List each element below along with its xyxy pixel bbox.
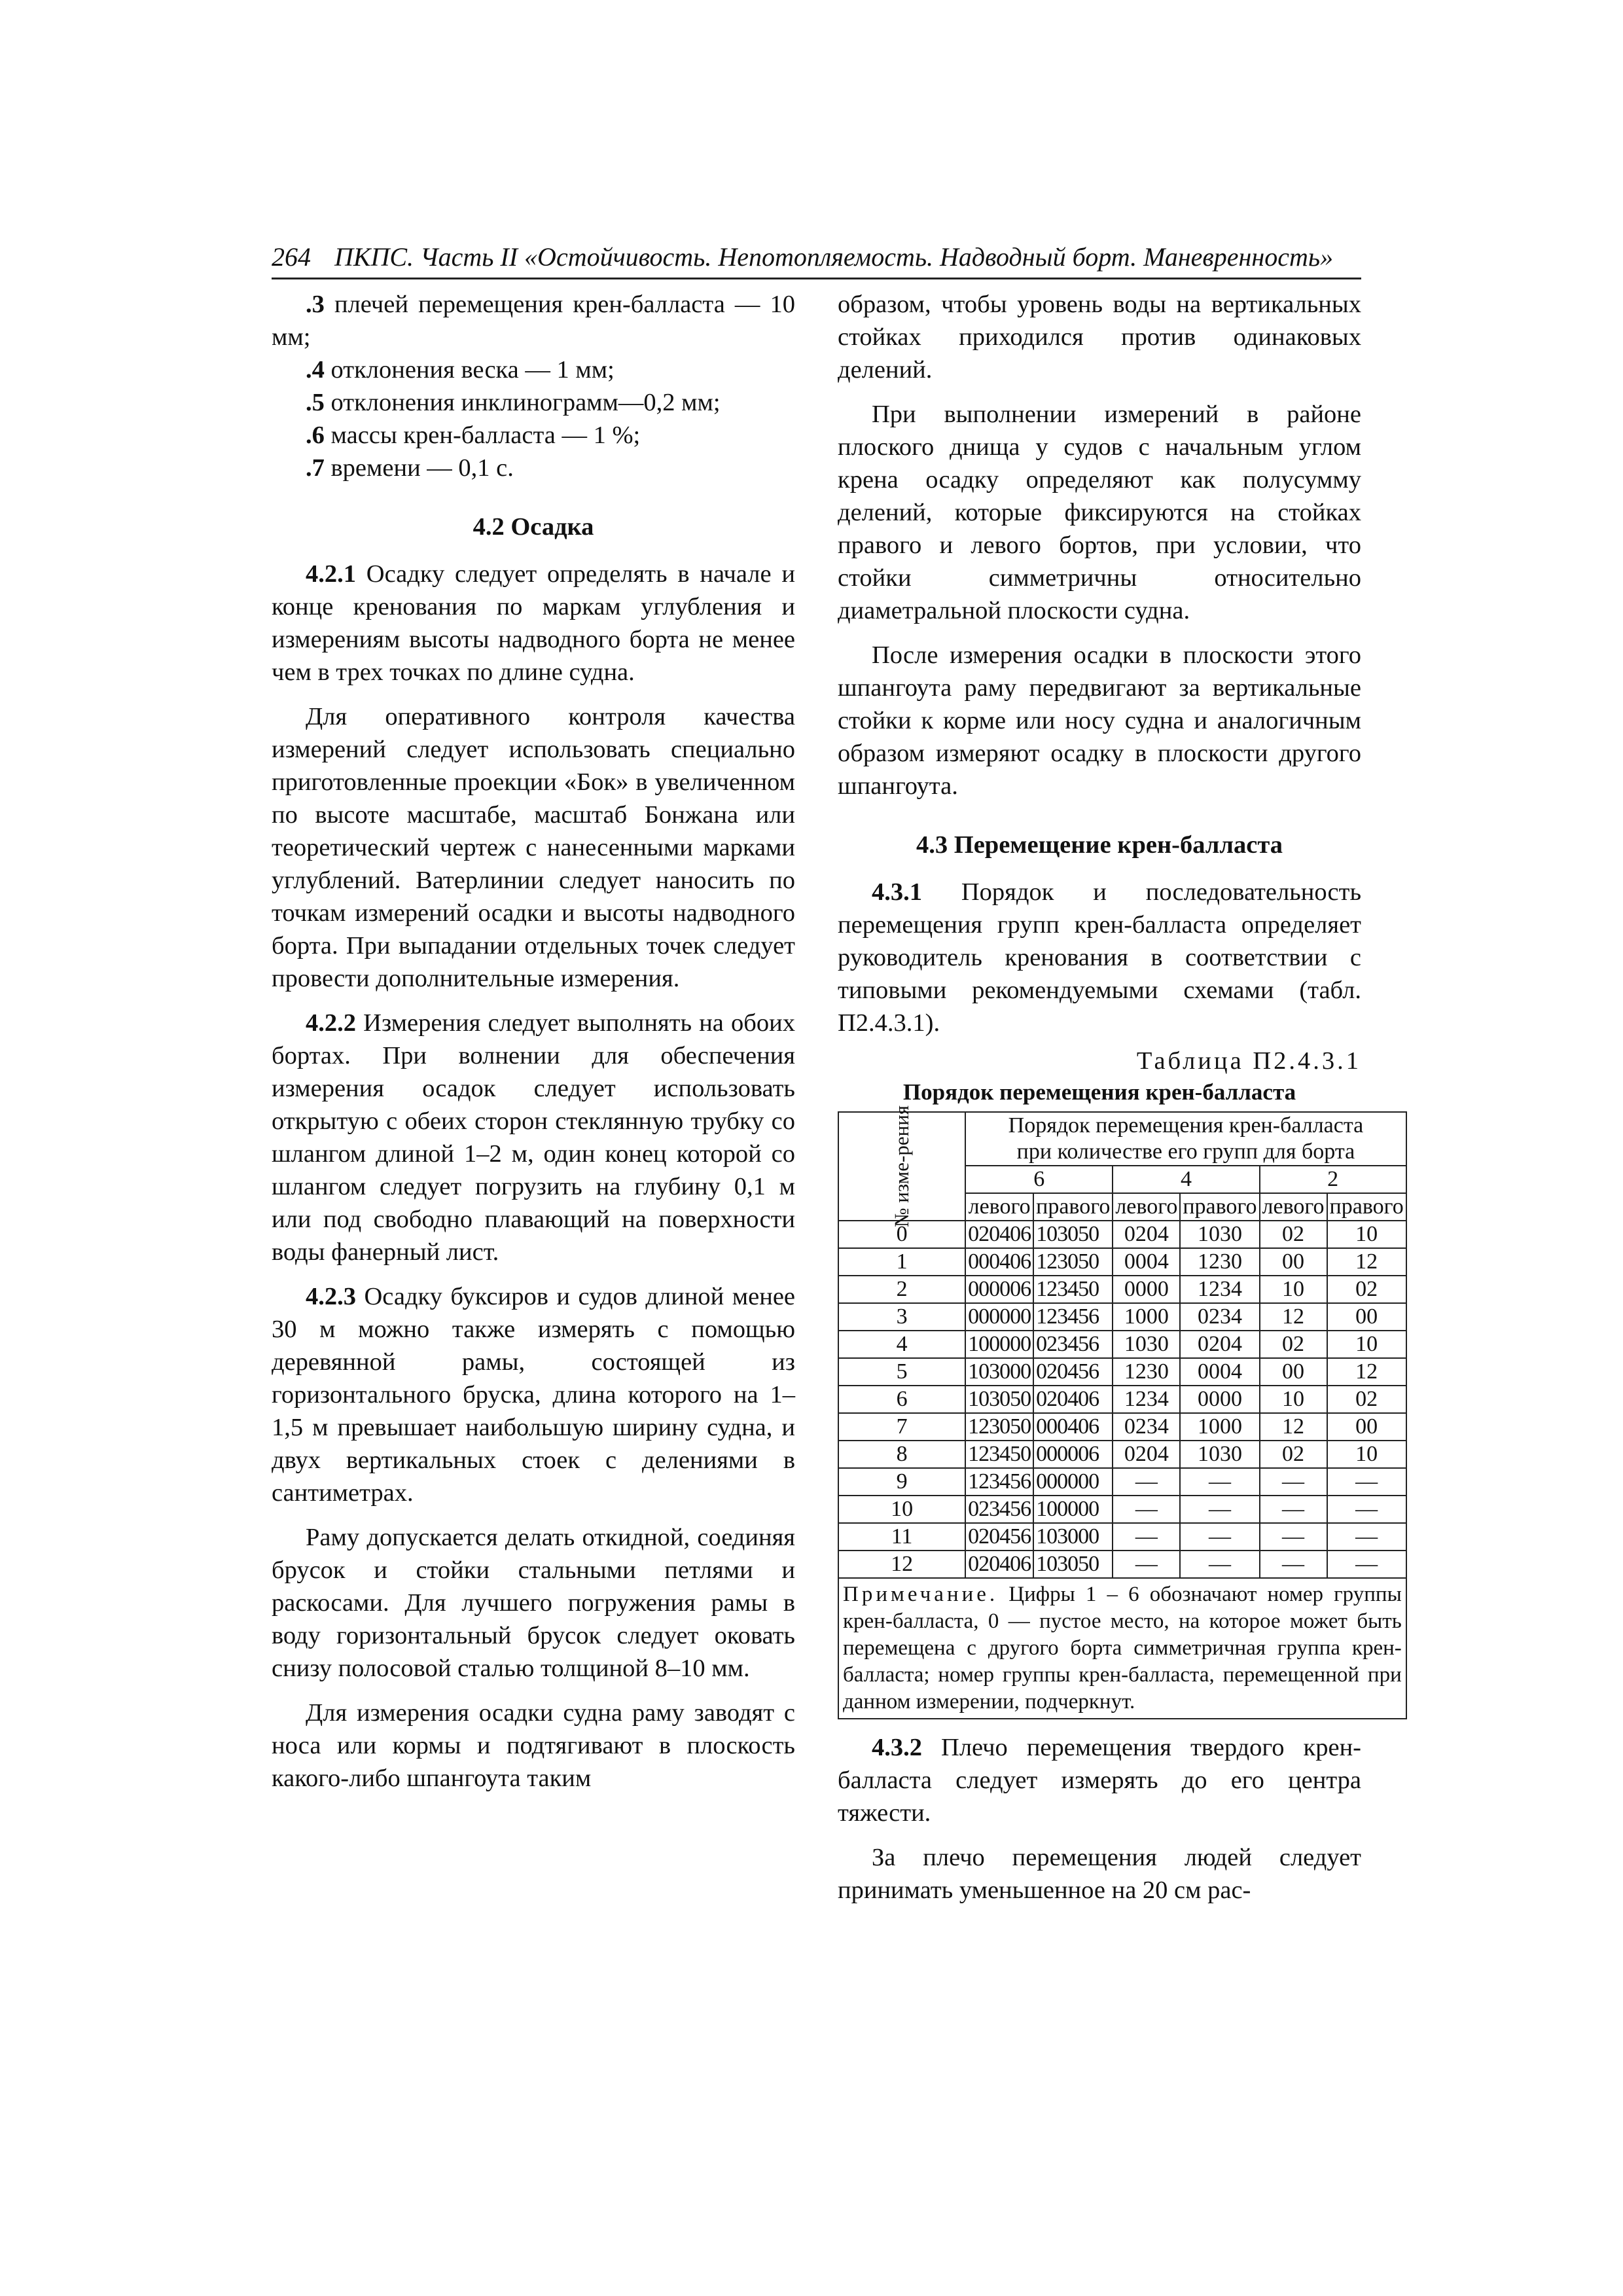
table-cell: 000406 [1033, 1413, 1113, 1441]
table-row [838, 1496, 1406, 1523]
table-cell: 103050 [1033, 1221, 1113, 1248]
table-cell: — [1180, 1551, 1259, 1578]
table-cell: 10 [1327, 1221, 1406, 1248]
table-cell: — [1113, 1551, 1180, 1578]
table-cell: 020406 [965, 1221, 1033, 1248]
table-cell: — [1113, 1468, 1180, 1496]
table-cell: 1030 [1113, 1331, 1180, 1358]
right-column [838, 288, 1404, 1907]
side-header: левого [1260, 1193, 1327, 1221]
table-cell: 000006 [1033, 1441, 1113, 1468]
table-cell: — [1180, 1523, 1259, 1551]
list-item: .7 времени — 0,1 с. [306, 454, 514, 482]
table-row [838, 1303, 1406, 1331]
table-cell: 12 [1260, 1413, 1327, 1441]
running-title: ПКПС. Часть II «Остойчивость. Непотопляемость. Надводный борт. Маневренность» [334, 242, 1334, 272]
table-row [838, 1331, 1406, 1358]
table-cell: 123456 [1033, 1303, 1113, 1331]
table-cell: 123050 [1033, 1248, 1113, 1276]
paragraph: Для измерения осадки судна раму заводят с носа или кормы и подтягивают в плоскость какого-либо шпангоута таким [272, 1699, 795, 1792]
paragraph: При выполнении измерений в районе плоского днища у судов с начальным углом крена осадку определяют как полусумму делений, которые фиксируются на стойках правого и левого бортов, при условии, что стойки симметричны относительно диаметральной плоскости судна. [838, 401, 1361, 624]
table-row [838, 1276, 1406, 1303]
measurement-number-cell: 12 [838, 1551, 965, 1578]
table-cell: — [1260, 1468, 1327, 1496]
measurement-number-cell: 4 [838, 1331, 965, 1358]
table-cell: 000000 [1033, 1468, 1113, 1496]
table-cell: — [1113, 1496, 1180, 1523]
paragraph-4-2-1: 4.2.1 Осадку следует определять в начале и конце кренования по маркам углубления и измерениям высоты надводного борта не менее чем в трех точках по длине судна. [272, 560, 795, 686]
table-cell: 12 [1327, 1358, 1406, 1386]
table-cell: — [1327, 1496, 1406, 1523]
page-number: 264 [272, 242, 311, 272]
table-cell: 0204 [1113, 1221, 1180, 1248]
ballast-table [838, 1105, 1407, 1719]
paragraph: Раму допускается делать откидной, соединяя брусок и стойки стальными петлями и раскосами. Для лучшего погружения рамы в воду горизонтальный брусок следует оковать снизу полосовой сталью толщиной 8–10 мм. [272, 1524, 795, 1682]
paragraph-4-3-1: 4.3.1 Порядок и последовательность перемещения групп крен-балласта определяет руководитель кренования в соответствии с типовыми рекомендуемыми схемами (табл. П2.4.3.1). [838, 878, 1361, 1037]
table-cell: 103050 [1033, 1551, 1113, 1578]
table-row [838, 1386, 1406, 1413]
measurement-number-cell: 3 [838, 1303, 965, 1331]
table-cell: 1030 [1180, 1441, 1259, 1468]
side-header: правого [1180, 1193, 1259, 1221]
table-cell: 10 [1327, 1441, 1406, 1468]
table-row [838, 1468, 1406, 1496]
table-cell: 123456 [965, 1468, 1033, 1496]
left-column [272, 288, 795, 1795]
table-row [838, 1523, 1406, 1551]
table-cell: 1230 [1180, 1248, 1259, 1276]
table-cell: — [1327, 1523, 1406, 1551]
table-cell: 103000 [1033, 1523, 1113, 1551]
table-cell: — [1260, 1551, 1327, 1578]
measurement-number-cell: 8 [838, 1441, 965, 1468]
table-row [838, 1413, 1406, 1441]
table-cell: 1030 [1180, 1221, 1259, 1248]
table-cell: — [1180, 1496, 1259, 1523]
table-cell: 0000 [1113, 1276, 1180, 1303]
table-cell: 020406 [1033, 1386, 1113, 1413]
side-header: правого [1327, 1193, 1406, 1221]
table-row [838, 1221, 1406, 1248]
list-item: .3 плечей перемещения крен-балласта — 10 мм; [272, 291, 795, 351]
side-header: левого [965, 1193, 1033, 1221]
measurement-number-cell: 10 [838, 1496, 965, 1523]
paragraph: После измерения осадки в плоскости этого шпангоута раму передвигают за вертикальные стойки к корме или носу судна и аналогичным образом измеряют осадку в плоскости другого шпангоута. [838, 641, 1361, 800]
table-cell: 103050 [965, 1386, 1033, 1413]
section-heading-4-3: 4.3 Перемещение крен-балласта [916, 831, 1283, 859]
table-cell: 020456 [965, 1523, 1033, 1551]
table-cell: — [1180, 1468, 1259, 1496]
list-item: .4 отклонения веска — 1 мм; [306, 356, 615, 384]
table-row [838, 1248, 1406, 1276]
side-header: левого [1113, 1193, 1180, 1221]
side-header: правого [1033, 1193, 1113, 1221]
table-cell: — [1260, 1523, 1327, 1551]
table-cell: — [1260, 1496, 1327, 1523]
table-cell: 0000 [1180, 1386, 1259, 1413]
running-header [272, 237, 1361, 279]
table-cell: 02 [1260, 1441, 1327, 1468]
paragraph: За плечо перемещения людей следует принимать уменьшенное на 20 см рас- [838, 1844, 1361, 1904]
table-cell: 100000 [1033, 1496, 1113, 1523]
table-label: Таблица П2.4.3.1 [1136, 1047, 1361, 1075]
table-cell: 0234 [1180, 1303, 1259, 1331]
group-count-header: 4 [1113, 1166, 1259, 1193]
group-count-header: 6 [965, 1166, 1113, 1193]
table-cell: 123050 [965, 1413, 1033, 1441]
measurement-number-cell: 6 [838, 1386, 965, 1413]
table-cell: 00 [1260, 1248, 1327, 1276]
group-count-header: 2 [1260, 1166, 1406, 1193]
measurement-number-cell: 11 [838, 1523, 965, 1551]
group-header: Порядок перемещения крен-балласта при количестве его групп для борта [965, 1112, 1406, 1166]
measurement-number-header: № изме-рения [838, 1112, 965, 1221]
table-body [838, 1221, 1406, 1578]
table-cell: 02 [1260, 1221, 1327, 1248]
table-cell: — [1327, 1551, 1406, 1578]
table-cell: 12 [1327, 1248, 1406, 1276]
list-item: .6 массы крен-балласта — 1 %; [306, 422, 641, 449]
table-cell: 0004 [1113, 1248, 1180, 1276]
measurement-number-cell: 9 [838, 1468, 965, 1496]
table-cell: 1234 [1113, 1386, 1180, 1413]
table-cell: 100000 [965, 1331, 1033, 1358]
table-cell: 00 [1260, 1358, 1327, 1386]
table-cell: 0004 [1180, 1358, 1259, 1386]
table-cell: — [1113, 1523, 1180, 1551]
table-cell: 000406 [965, 1248, 1033, 1276]
table-cell: 020456 [1033, 1358, 1113, 1386]
table-cell: 10 [1327, 1331, 1406, 1358]
measurement-number-cell: 1 [838, 1248, 965, 1276]
table-cell: 000000 [965, 1303, 1033, 1331]
table-cell: 02 [1327, 1276, 1406, 1303]
measurement-number-cell: 7 [838, 1413, 965, 1441]
paragraph-4-3-2: 4.3.2 Плечо перемещения твердого крен-балласта следует измерять до его центра тяжести. [838, 1734, 1361, 1827]
table-cell: 1000 [1180, 1413, 1259, 1441]
measurement-number-cell: 0 [838, 1221, 965, 1248]
table-cell: 02 [1260, 1331, 1327, 1358]
table-cell: 023456 [1033, 1331, 1113, 1358]
table-cell: 023456 [965, 1496, 1033, 1523]
table-cell: 1230 [1113, 1358, 1180, 1386]
table-cell: 0204 [1180, 1331, 1259, 1358]
table-note: Примечание. Цифры 1 – 6 обозначают номер группы крен-балласта, 0 — пустое место, на которое может быть перемещена с другого борта симметричная группа крен-балласта; номер группы крен-балласта, перемещенной при данном измерении, подчеркнут. [838, 1578, 1406, 1719]
table-cell: — [1327, 1468, 1406, 1496]
table-cell: 0204 [1113, 1441, 1180, 1468]
table-cell: 02 [1327, 1386, 1406, 1413]
table-cell: 12 [1260, 1303, 1327, 1331]
table-cell: 10 [1260, 1386, 1327, 1413]
table-cell: 020406 [965, 1551, 1033, 1578]
table-cell: 00 [1327, 1303, 1406, 1331]
table-cell: 10 [1260, 1276, 1327, 1303]
table-cell: 123450 [965, 1441, 1033, 1468]
table-row [838, 1441, 1406, 1468]
table-cell: 00 [1327, 1413, 1406, 1441]
measurement-number-cell: 5 [838, 1358, 965, 1386]
list-item: .5 отклонения инклинограмм—0,2 мм; [306, 389, 721, 416]
section-heading-4-2: 4.2 Осадка [473, 513, 594, 541]
table-cell: 103000 [965, 1358, 1033, 1386]
table-cell: 1234 [1180, 1276, 1259, 1303]
table-row [838, 1358, 1406, 1386]
table-cell: 0234 [1113, 1413, 1180, 1441]
paragraph-4-2-3: 4.2.3 Осадку буксиров и судов длиной менее 30 м можно также измерять с помощью деревянной рамы, состоящей из горизонтального бруска, длина которого на 1–1,5 м превышает наибольшую ширину судна, и двух вертикальных стоек с делениями в сантиметрах. [272, 1283, 795, 1507]
table-cell: 1000 [1113, 1303, 1180, 1331]
table-row [838, 1551, 1406, 1578]
paragraph: Для оперативного контроля качества измерений следует использовать специально приготовленные проекции «Бок» в увеличенном по высоте масштабе, масштаб Бонжана или теоретический чертеж с нанесенными марками углублений. Ватерлинии следует наносить по точкам измерений осадки и высоты надводного борта. При выпадании отдельных точек следует провести дополнительные измерения. [272, 703, 795, 992]
paragraph: образом, чтобы уровень воды на вертикальных стойках приходился против одинаковых делений. [838, 291, 1361, 384]
table-cell: 000006 [965, 1276, 1033, 1303]
measurement-number-cell: 2 [838, 1276, 965, 1303]
paragraph-4-2-2: 4.2.2 Измерения следует выполнять на обоих бортах. При волнении для обеспечения измерения осадок следует использовать открытую с обеих сторон стеклянную трубку со шлангом длиной 1–2 м, один конец которой со шлангом следует погрузить на глубину 0,1 м или под свободно плавающий на поверхности воды фанерный лист. [272, 1009, 795, 1266]
table-cell: 123450 [1033, 1276, 1113, 1303]
table-title: Порядок перемещения крен-балласта [902, 1079, 1296, 1105]
